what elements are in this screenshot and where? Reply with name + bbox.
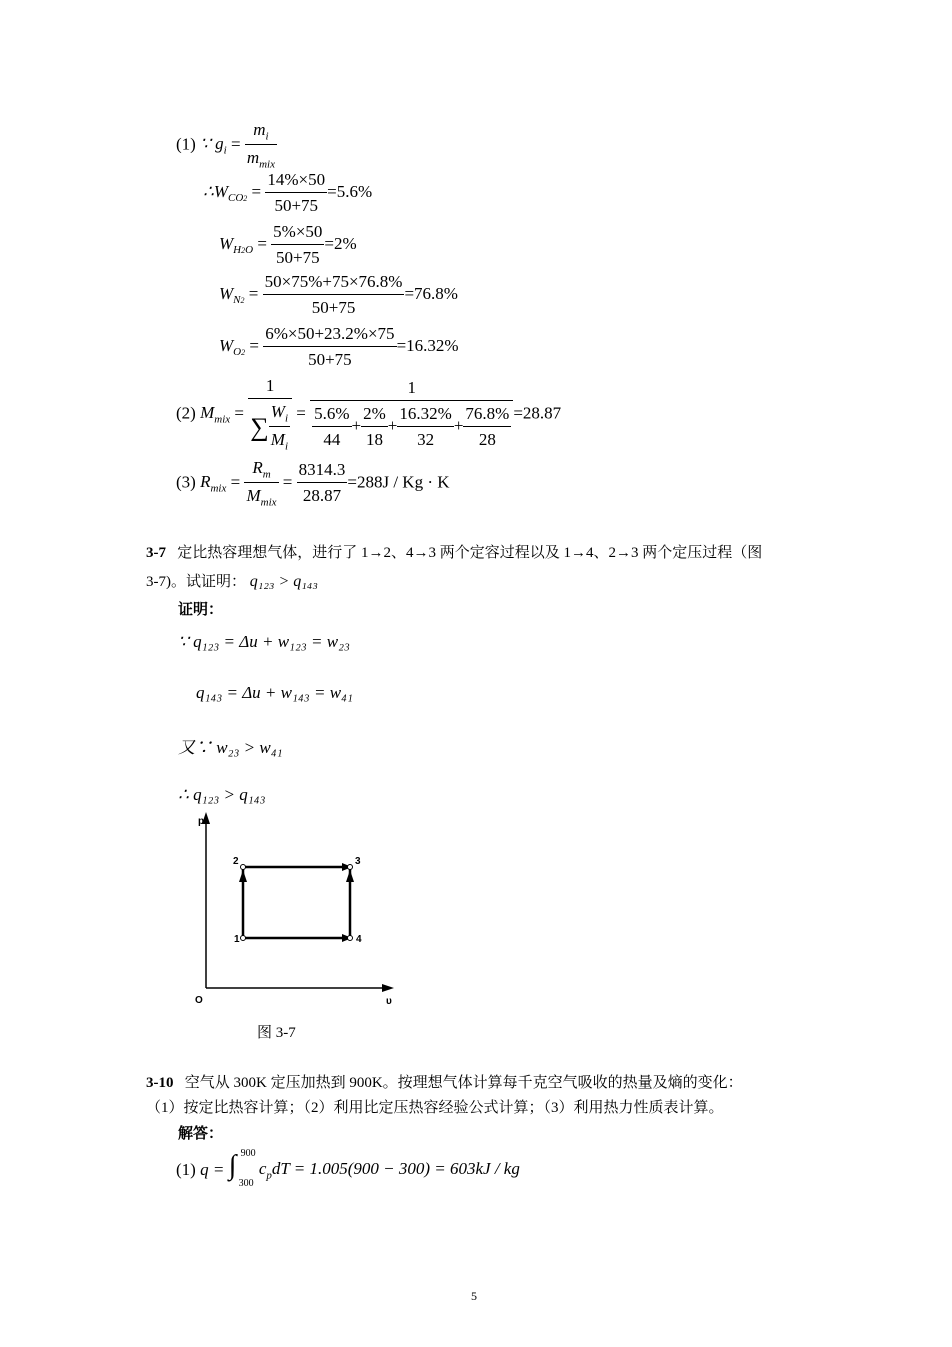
problem-number: 3-10 [146, 1075, 174, 1091]
figure-3-7 [180, 810, 400, 1010]
part1-label: (1) [176, 134, 196, 154]
problem-3-7-line2: 3-7)。试证明： q₁₂₃ > q₁₄₃ [146, 573, 318, 590]
problem-number: 3-7 [146, 545, 166, 561]
page-number: 5 [471, 1289, 477, 1303]
problem-3-10-line1: 3-10 空气从 300K 定压加热到 900K。按理想气体计算每千克空气吸收的热量及熵的变化： [146, 1075, 743, 1091]
problem-3-10-line2: （1）按定比热容计算；（2）利用比定压热容经验公式计算；（3）利用热力性质表计算。 [146, 1100, 724, 1116]
gi-lhs: ∵ $g_i$ [200, 134, 227, 157]
eq-wh2o: $W_{H2O}$ = $\frac{5\%\times 50}{50+75}$ =2% [219, 222, 357, 267]
eq-heat: (1) q = ∫ 900 300 $c_pdT = 1.005(900 - 300) = 603kJ$ / kg [176, 1148, 520, 1189]
answer-label: 解答： [178, 1126, 224, 1142]
figure-caption: 图 3-7 [257, 1025, 296, 1041]
eq-wco2: $\therefore W_{CO2}$ = $\frac{14\%\times 50}{50+75}$ =5.6% [203, 170, 373, 215]
axis-label-v: υ [386, 996, 392, 1007]
label-point-2: 2 [233, 856, 239, 867]
gi-fraction: $\frac{m_i}{m_{mix}}$ [246, 120, 275, 171]
part2-label: (2) [176, 403, 196, 423]
label-point-1: 1 [234, 934, 240, 945]
label-point-4: 4 [356, 934, 362, 945]
label-point-3: 3 [355, 856, 361, 867]
proof-line-2: q₁₄₃ = Δu + w₁₄₃ = w₄₁ [196, 683, 353, 702]
eq-mmix: (2) $M_{mix}$ = 1 ∑ $\frac{W_i}{M_i}$ = 1 $\frac{5.6\%}{44}$ + $\frac{2\%}{18}$ + $\frac{16.32\%}{32}$ + $\frac{76.8\%}{28}$ =28.87 [176, 376, 562, 453]
arrow-4-3 [346, 870, 354, 882]
eq-wn2: $W_{N2}$ = $\frac{50\times 75\%+75\times 76.8\%}{50+75}$ =76.8% [219, 272, 458, 317]
problem-3-7-line1: 3-7 定比热容理想气体，进行了 1→2、4→3 两个定容过程以及 1→4、2→3 两个定压过程（图 [146, 545, 763, 561]
point-1 [241, 936, 246, 941]
integral-sign: ∫ 900 300 [228, 1148, 256, 1189]
part3-label: (3) [176, 472, 196, 492]
claim: q₁₂₃ > q₁₄₃ [249, 573, 318, 590]
point-3 [348, 865, 353, 870]
point-4 [348, 936, 353, 941]
proof-line-4: ∴ q₁₂₃ > q₁₄₃ [178, 785, 266, 804]
arrow-1-2 [239, 870, 247, 882]
eq-rmix: (3) $R_{mix}$ = $\frac{R_m}{M_{mix}}$ = $\frac{8314.3}{28.87}$ =288J / Kg · K [176, 458, 450, 509]
v-axis-arrow [382, 984, 394, 992]
proof-line-1: ∵ q₁₂₃ = Δu + w₁₂₃ = w₂₃ [178, 632, 350, 651]
eq-gi-definition: (1) ∵ $g_i$ = $\frac{m_i}{m_{mix}}$ [176, 120, 275, 171]
point-2 [241, 865, 246, 870]
axis-label-p: p [198, 816, 205, 827]
eq-wo2: $W_{O2}$ = $\frac{6\%\times 50+23.2\%\times 75}{50+75}$ =16.32% [219, 324, 459, 369]
proof-line-3: 又∵ w₂₃ > w₄₁ [178, 738, 283, 757]
origin-label: O [195, 995, 203, 1006]
proof-label: 证明： [178, 602, 224, 618]
